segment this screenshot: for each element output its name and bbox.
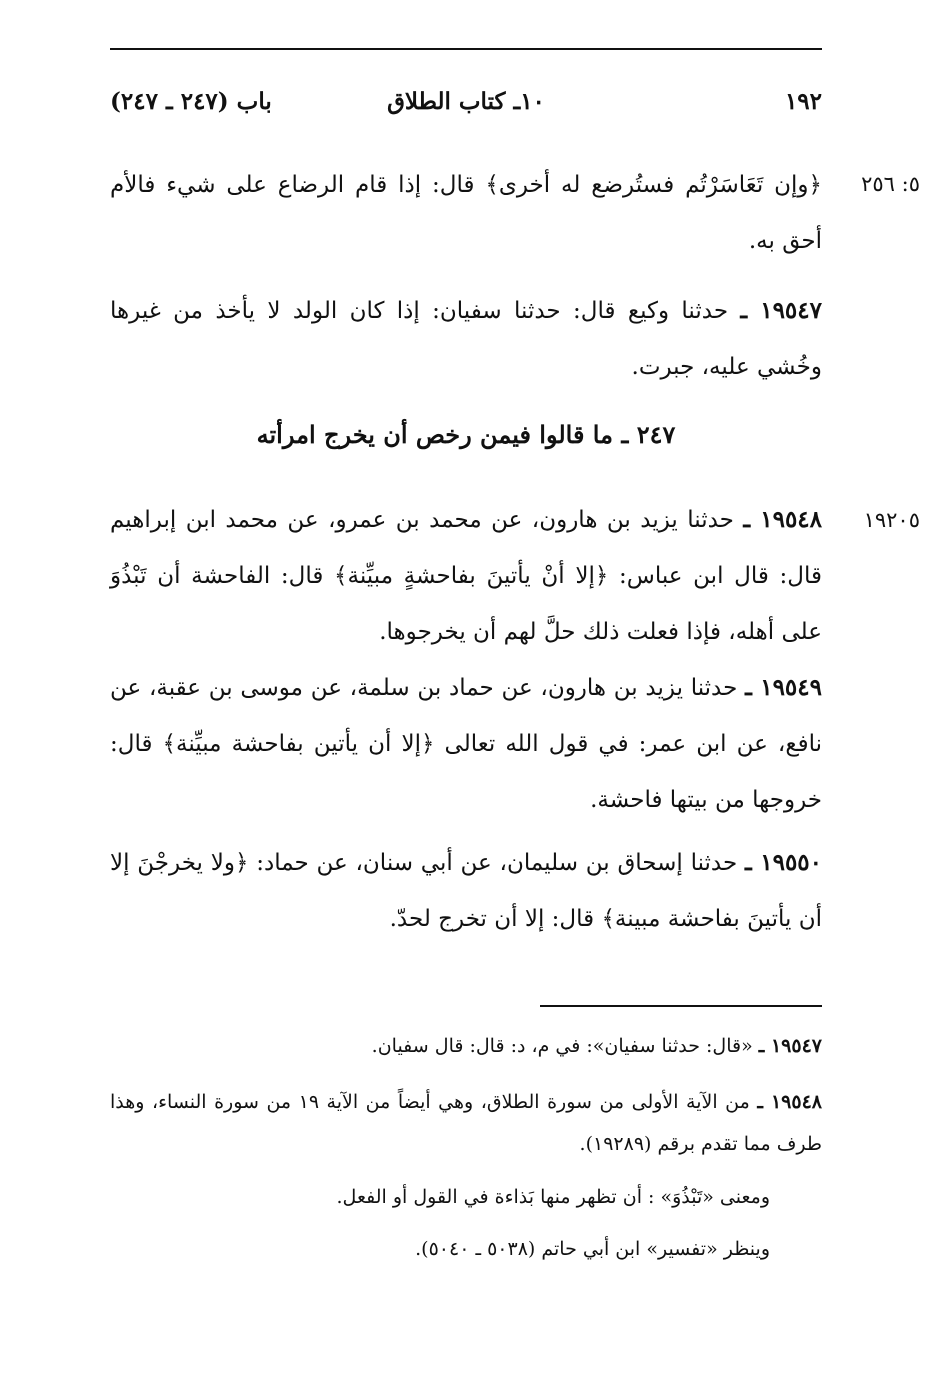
hadith-19548 [110, 492, 822, 660]
hadith-number: ١٩٥٥٠ ـ [745, 849, 823, 876]
footnote-19548 [110, 1081, 822, 1165]
margin-reference-verse: ٥: ٢٥٦ [861, 172, 920, 196]
footnote-divider [540, 1005, 822, 1007]
section-title: ٢٤٧ ـ ما قالوا فيمن رخص أن يخرج امرأته [256, 420, 676, 449]
footnote-text: من الآية الأولى من سورة الطلاق، وهي أيضاً من الآية ١٩ من سورة النساء، وهذا طرف مما تقدم برقم (١٩٢٨٩). [110, 1091, 822, 1155]
page-header [110, 82, 822, 122]
hadith-19549 [110, 660, 822, 828]
header-divider [110, 48, 822, 50]
hadith-text: حدثنا يزيد بن هارون، عن محمد بن عمرو، عن محمد ابن إبراهيم قال: قال ابن عباس: ﴿إلا أنْ يأتينَ بفاحشةٍ مبيِّنة﴾ قال: الفاحشة أن تَبْذُوَ على أهله، فإذا فعلت ذلك حلَّ لهم أن يخرجوها. [110, 507, 822, 645]
footnote-meaning [110, 1176, 822, 1218]
hadith-19550 [110, 835, 822, 947]
footnote-number: ١٩٥٤٨ ـ [757, 1091, 822, 1113]
hadith-number: ١٩٥٤٨ ـ [743, 506, 823, 533]
hadith-text: حدثنا إسحاق بن سليمان، عن أبي سنان، عن حماد: ﴿ولا يخرجْنَ إلا أن يأتينَ بفاحشة مبينة﴾ قال: إلا أن تخرج لحدّ. [110, 850, 822, 932]
footnote-text: ومعنى «تَبْذُوَ» : أن تظهر منها بَذاءة في القول أو الفعل. [336, 1186, 770, 1208]
book-title: ١٠ـ كتاب الطلاق [387, 88, 545, 115]
footnote-number: ١٩٥٤٧ ـ [758, 1035, 822, 1057]
hadith-number: ١٩٥٤٩ ـ [745, 674, 822, 701]
hadith-text: حدثنا وكيع قال: حدثنا سفيان: إذا كان الولد لا يأخذ من غيرها وخُشي عليه، جبرت. [110, 298, 822, 380]
margin-reference-cross: ١٩٢٠٥ [863, 508, 920, 532]
hadith-19547 [110, 283, 822, 395]
footnote-text: «قال: حدثنا سفيان»: في م، د: قال: قال سفيان. [371, 1035, 753, 1057]
chapter-range: باب (٢٤٧ ـ ٢٤٧) [110, 88, 272, 115]
footnote-text: وينظر «تفسير» ابن أبي حاتم (٥٠٣٨ ـ ٥٠٤٠). [415, 1238, 770, 1260]
paragraph-text: ﴿وإن تَعَاسَرْتُم فستُرضع له أخرى﴾ قال: إذا قام الرضاع على شيء فالأم أحق به. [110, 172, 822, 254]
page-number: ١٩٢ [784, 88, 822, 115]
footnote-reference [110, 1228, 822, 1270]
paragraph-continuation [110, 157, 822, 269]
hadith-text: حدثنا يزيد بن هارون، عن حماد بن سلمة، عن موسى بن عقبة، عن نافع، عن ابن عمر: في قول الله تعالى ﴿إلا أن يأتين بفاحشة مبيِّنة﴾ قال: خروجها من بيتها فاحشة. [110, 675, 822, 813]
footnote-19547 [110, 1025, 822, 1067]
hadith-number: ١٩٥٤٧ ـ [740, 297, 822, 324]
